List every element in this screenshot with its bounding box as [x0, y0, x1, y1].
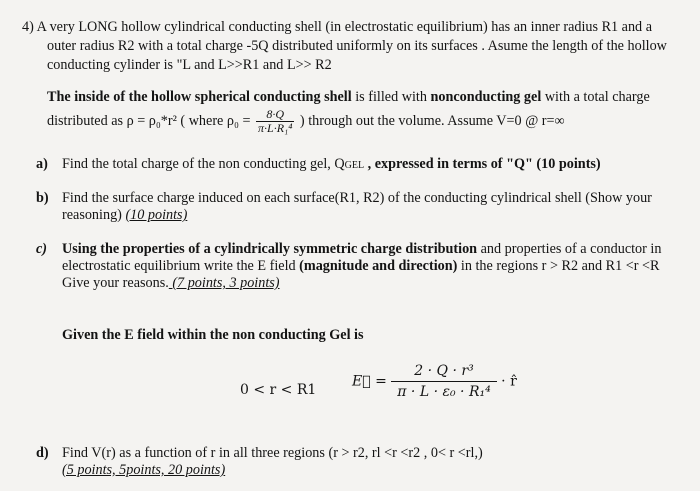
part-c-text-2b: (magnitude and direction) [299, 258, 458, 274]
problem-intro-text-2: outer radius R2 with a total charge -5Q distributed uniformly on its surfaces . Asume the length of the hollow [47, 38, 667, 54]
part-c-text-2a: electrostatic equilibrium write the E field [62, 258, 300, 274]
region-inequality: 0 < r < R1 [240, 382, 317, 398]
part-c-line-2 [62, 258, 659, 274]
part-b-text-2: reasoning) [62, 207, 126, 223]
part-a-label: a) [36, 156, 48, 172]
part-d-label: d) [36, 445, 49, 461]
part-d-points: (5 points, 5points, 20 points) [62, 462, 226, 478]
e-field-fraction [391, 362, 496, 401]
part-c-line-3 [62, 275, 280, 291]
e-field-lhs: E⃗ = [352, 373, 387, 390]
problem-intro-line-2 [47, 38, 667, 54]
part-a-question [62, 156, 601, 174]
part-d-question [62, 445, 483, 461]
part-c-label: c) [36, 241, 48, 257]
given-e-field-text: Given the E field within the non conducting Gel is [62, 327, 364, 343]
rho0-fraction [256, 108, 294, 135]
part-b-label: b) [36, 190, 49, 206]
rho-definition-suffix: ) through out the volume. Assume V=0 @ r=∞ [299, 113, 565, 129]
part-b-line-1 [62, 190, 652, 206]
problem-intro-text-1: 4) A very LONG hollow cylindrical conducting shell (in electrostatic equilibrium) has an inner radius R1 and a [22, 19, 652, 35]
problem-intro-line-1 [22, 19, 652, 35]
rho-definition-prefix: distributed as ρ = ρ₀*r² ( where ρ₀ = [47, 113, 251, 129]
part-a-subscript: GEL [344, 160, 365, 171]
part-c-line-1 [62, 241, 661, 257]
rho0-numerator: 8·Q [256, 108, 294, 122]
part-d-text: Find V(r) as a function of r in all three regions (r > r2, rl <r <r2 , 0< r <rl,) [62, 445, 483, 461]
problem-intro-text-3: conducting cylinder is "L and L>>R1 and L>> R2 [47, 57, 332, 73]
part-c-text-2c: in the regions r > R2 and R1 <r <R [457, 258, 660, 274]
part-c-plain-text: and properties of a conductor in [477, 241, 662, 257]
part-d-points-line [62, 462, 225, 478]
part-a-text: Find the total charge of the non conducting gel, Q [62, 156, 345, 172]
part-c-text-3a: Give your reasons. [62, 275, 169, 291]
part-b-points: (10 points) [125, 207, 188, 223]
gel-bold-text: The inside of the hollow spherical conducting shell [47, 89, 352, 105]
part-c-bold-text: Using the properties of a cylindrically symmetric charge distribution [62, 241, 478, 257]
part-b-text-1: Find the surface charge induced on each surface(R1, R2) of the conducting cylindrical shell (Show your [62, 190, 652, 206]
problem-intro-line-3 [47, 57, 332, 73]
gel-plain-text-1: is filled with [351, 89, 431, 105]
e-field-direction: · r̂ [501, 373, 517, 390]
gel-plain-text-2: with a total charge [541, 89, 650, 105]
gel-bold-text-2: nonconducting gel [430, 89, 542, 105]
gel-description-line-2 [47, 106, 565, 136]
e-field-equation [352, 362, 517, 401]
rho0-denominator: π·L·R₁⁴ [258, 121, 293, 136]
e-field-denominator: π · L · ε₀ · R₁⁴ [397, 384, 491, 400]
part-a-text-2: , expressed in terms of "Q" (10 points) [364, 156, 601, 172]
gel-description-line-1 [47, 89, 650, 105]
part-c-points: (7 points, 3 points) [168, 275, 280, 291]
e-field-numerator: 2 · Q · r³ [391, 362, 496, 382]
part-b-line-2 [62, 207, 187, 223]
